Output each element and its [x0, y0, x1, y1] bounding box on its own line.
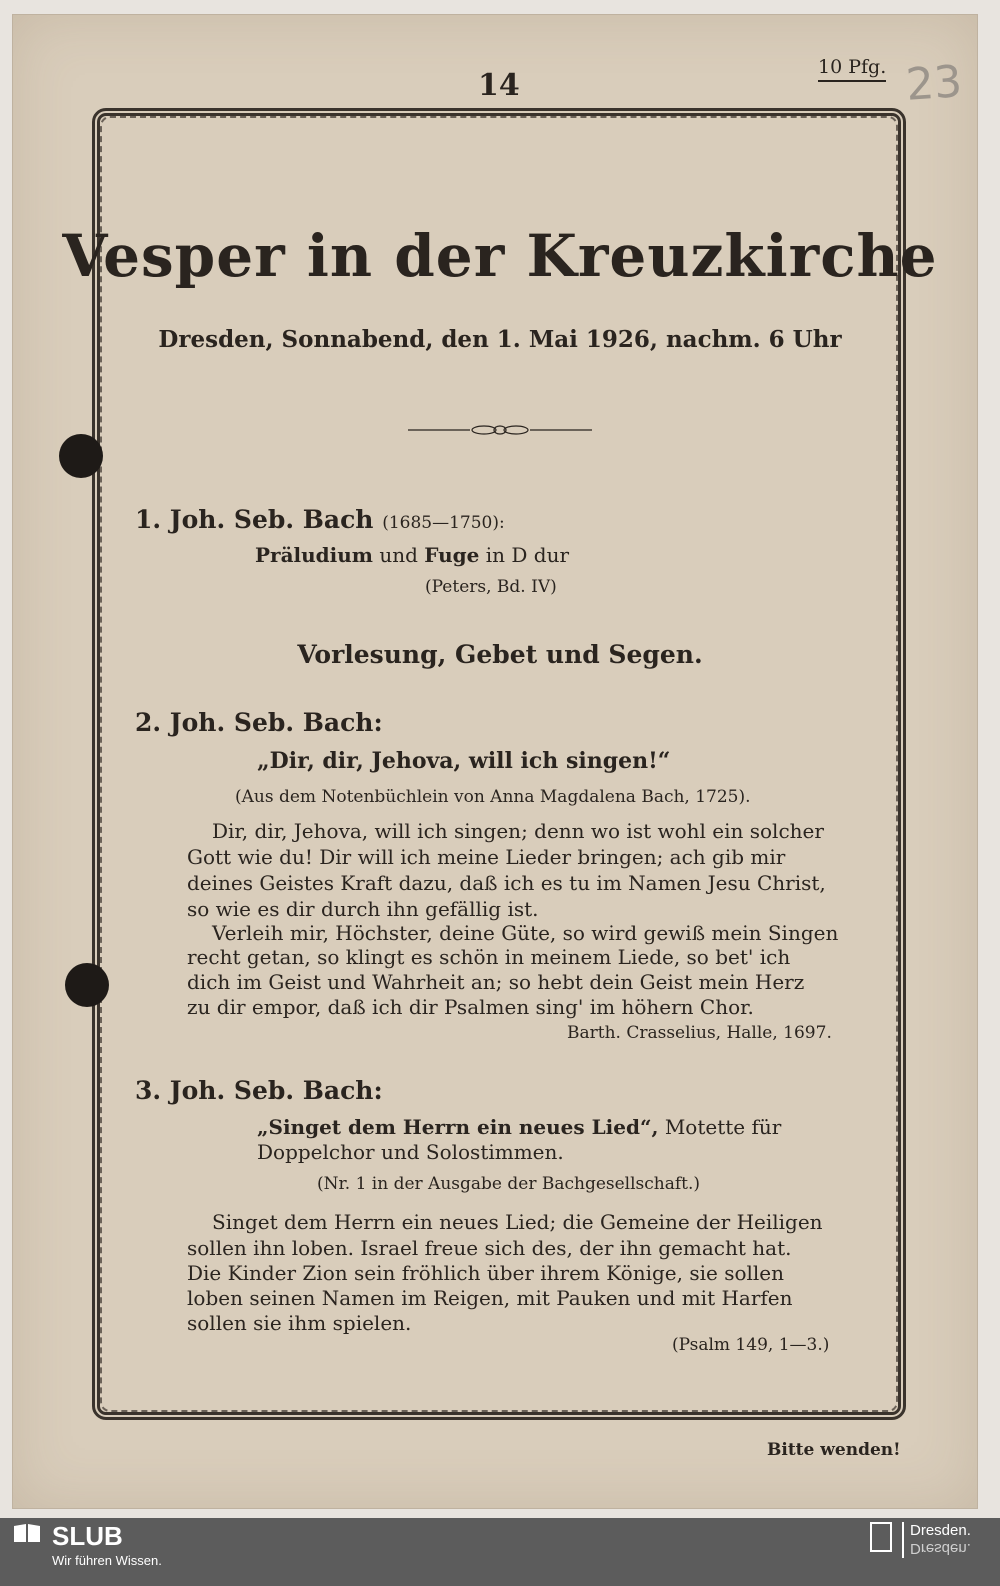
- slub-logo[interactable]: SLUB: [52, 1521, 123, 1551]
- item-1-work-prelude: Präludium: [255, 543, 373, 567]
- footer-bar: [0, 1518, 1000, 1586]
- dresden-shield-icon: [870, 1522, 892, 1552]
- book-icon: [12, 1522, 42, 1544]
- item-3-text-line: Singet dem Herrn ein neues Lied; die Gemeine der Heiligen: [212, 1210, 823, 1234]
- document-title: Vesper in der Kreuzkirche: [62, 222, 938, 290]
- item-2-work: „Dir, dir, Jehova, will ich singen!“: [257, 748, 671, 774]
- item-3-edition: (Nr. 1 in der Ausgabe der Bachgesellschaft.): [317, 1174, 701, 1194]
- item-2-author: Barth. Crasselius, Halle, 1697.: [567, 1023, 832, 1043]
- punch-hole-top: [59, 434, 103, 478]
- item-3-text-line: Die Kinder Zion sein fröhlich über ihrem Könige, sie sollen: [187, 1261, 785, 1285]
- item-2-text-line: Dir, dir, Jehova, will ich singen; denn wo ist wohl ein solcher: [212, 819, 824, 843]
- item-2-text-line: zu dir empor, daß ich dir Psalmen sing' im höhern Chor.: [187, 995, 754, 1019]
- pencil-annotation: 23: [904, 56, 964, 111]
- footer-divider: [902, 1522, 904, 1558]
- document-subtitle: Dresden, Sonnabend, den 1. Mai 1926, nachm. 6 Uhr: [158, 326, 842, 353]
- item-1-dates: (1685—1750):: [382, 513, 505, 533]
- item-2-text-line: Verleih mir, Höchster, deine Güte, so wird gewiß mein Singen: [212, 921, 839, 945]
- item-3-text-line: sollen sie ihm spielen.: [187, 1311, 412, 1335]
- slub-tagline: Wir führen Wissen.: [52, 1553, 162, 1568]
- item-1-edition: (Peters, Bd. IV): [425, 577, 557, 597]
- item-3-heading: 3. Joh. Seb. Bach:: [135, 1076, 383, 1105]
- item-1-work-and: und: [379, 543, 418, 567]
- item-2-text-line: deines Geistes Kraft dazu, daß ich es tu im Namen Jesu Christ,: [187, 871, 826, 895]
- item-2-heading: 2. Joh. Seb. Bach:: [135, 708, 383, 737]
- item-1-composer: 1. Joh. Seb. Bach: [135, 505, 374, 534]
- item-1-heading: [135, 505, 505, 534]
- item-2-text-line: recht getan, so klingt es schön in meinem Liede, so bet' ich: [187, 945, 791, 969]
- price-label: 10 Pfg.: [818, 56, 886, 82]
- item-2-text-line: Gott wie du! Dir will ich meine Lieder bringen; ach gib mir: [187, 845, 786, 869]
- item-3-text-line: sollen ihn loben. Israel freue sich des, der ihn gemacht hat.: [187, 1236, 792, 1260]
- item-1-work-fugue: Fuge: [424, 543, 480, 567]
- punch-hole-bottom: [65, 963, 109, 1007]
- item-3-work-type: Motette für: [664, 1115, 782, 1139]
- item-3-work-title: „Singet dem Herrn ein neues Lied“,: [257, 1115, 659, 1139]
- item-2-text-line: dich im Geist und Wahrheit an; so hebt dein Geist mein Herz: [187, 970, 805, 994]
- page-number: 14: [478, 68, 520, 103]
- item-2-text-line: so wie es dir durch ihn gefällig ist.: [187, 897, 539, 921]
- item-3-work: [257, 1115, 781, 1139]
- item-3-text-line: loben seinen Namen im Reigen, mit Pauken und mit Harfen: [187, 1286, 793, 1310]
- turn-page-note: Bitte wenden!: [767, 1440, 901, 1460]
- ornament-divider: [408, 421, 592, 439]
- item-2-source: (Aus dem Notenbüchlein von Anna Magdalena Bach, 1725).: [235, 787, 751, 807]
- item-1-work-key: in D dur: [485, 543, 570, 567]
- item-1-work: [255, 543, 569, 567]
- liturgy-line: Vorlesung, Gebet und Segen.: [297, 640, 703, 669]
- dresden-logo-reflection: Dresden.: [910, 1540, 971, 1557]
- item-3-work-line2: Doppelchor und Solostimmen.: [257, 1140, 564, 1164]
- item-3-reference: (Psalm 149, 1—3.): [672, 1335, 830, 1355]
- dresden-logo[interactable]: Dresden.: [910, 1522, 971, 1539]
